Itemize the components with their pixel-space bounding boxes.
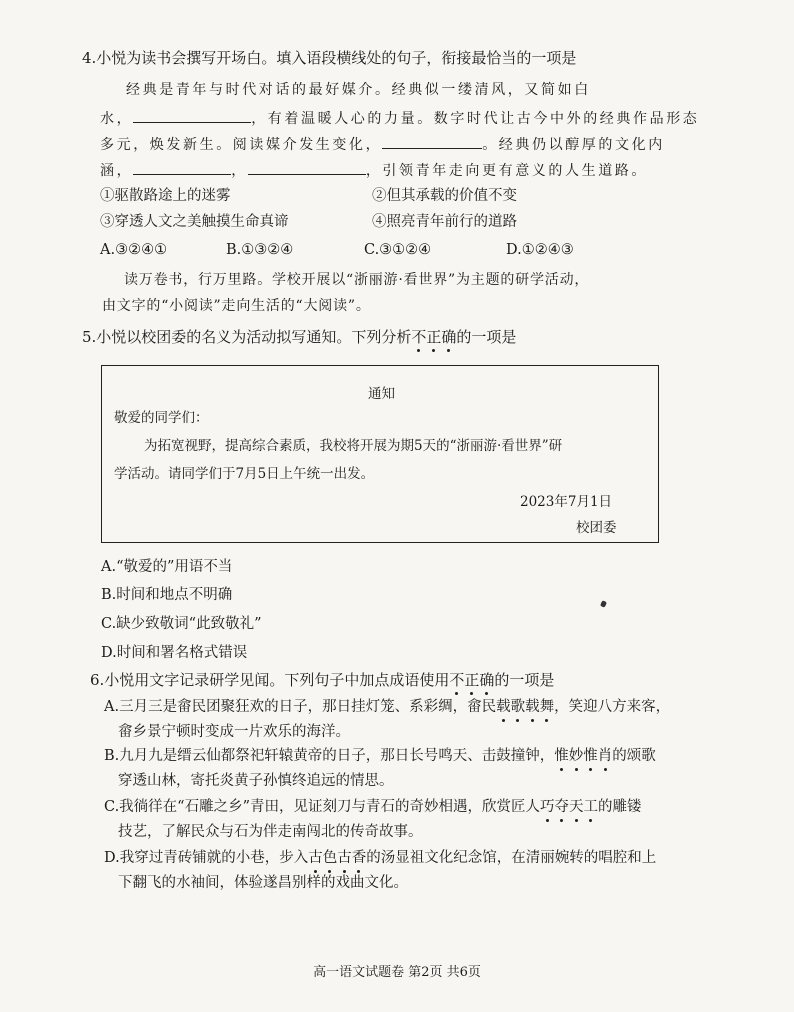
emphasis-char: 惟 [554,748,569,764]
emphasis-mark [449,671,494,689]
q6-choice-b-line-2: 穿透山林，寄托炎黄子孙慎终追远的情思。 [118,773,394,789]
q6-choice-b-line-1[interactable] [104,746,656,766]
emphasis-char: 巧 [540,799,555,815]
option-text: 的汤显祖文化纪念馆，在清丽婉转的唱腔和上 [366,850,657,866]
fill-blank-1[interactable] [133,108,251,123]
stem-text: 6.小悦用文字记录研学见闻。下列句子中加点成语使用 [90,671,450,689]
passage-text: 涵， [100,163,134,179]
q6-choice-c-line-1[interactable] [104,797,642,817]
q5-choice-c[interactable]: C.缺少致敬词“此致敬礼” [101,616,262,632]
q4-item-2: ②但其承载的价值不变 [372,188,517,204]
q4-passage-line-1: 经典是青年与时代对话的最好媒介。经典似一缕清风，又简如白 [126,82,591,98]
notice-signature: 校团委 [576,520,617,536]
stem-text: 的一项是 [494,671,555,689]
fill-blank-3[interactable] [133,160,231,175]
emphasis-char: 古 [337,850,352,866]
emphasis-char: 妙 [568,748,584,764]
emphasis-char: 工 [583,799,599,815]
option-text: A.三月三是畲民团聚狂欢的日子，那日挂灯笼、系彩绸，畲民 [104,699,497,715]
emphasis-char: 肖 [597,748,613,764]
emphasis-mark [411,328,456,346]
q4-choice-b[interactable]: B.①③②④ [226,242,294,258]
option-text: D.我穿过青砖铺就的小巷，步入 [104,850,309,866]
q5-choice-a[interactable]: A.“敬爱的”用语不当 [101,559,233,575]
notice-greeting: 敬爱的同学们： [114,410,209,426]
q4-choice-c[interactable]: C.③①②④ [364,242,432,258]
passage-text: 水， [100,111,134,127]
print-speck [600,600,607,608]
q4-choice-a[interactable]: A.③②④① [100,242,168,258]
option-text: 的颂歌 [612,748,656,764]
notice-body-line-1: 为拓宽视野，提高综合素质，我校将开展为期5天的“浙丽游·看世界”研 [144,438,563,454]
emphasis-char: 载 [525,699,540,715]
q5-choice-b[interactable]: B.时间和地点不明确 [101,587,233,603]
q4-passage-line-4 [100,160,648,181]
q5-stem [82,327,516,347]
q4-passage-line-2 [100,108,699,129]
emphasis-char: 色 [322,850,338,866]
emphasis-char: 歌 [510,699,526,715]
q4-item-4: ④照亮青年前行的道路 [372,214,517,230]
emphasis-char: 确 [479,671,495,689]
q4-passage-line-3 [100,134,665,155]
q5-choice-d[interactable]: D.时间和署名格式错误 [101,645,248,661]
q4-stem: 4.小悦为读书会撰写开场白。填入语段横线处的句子，衔接最恰当的一项是 [82,49,577,67]
passage-text: 多元，焕发新生。阅读媒介发生变化， [100,137,383,153]
stem-text: 5.小悦以校团委的名义为活动拟写通知。下列分析 [82,328,412,346]
fill-blank-4[interactable] [248,160,366,175]
q4-item-1: ①驱散路途上的迷雾 [100,188,231,204]
option-text: ，笑迎八方来客， [554,699,671,715]
q6-choice-a-line-2: 畲乡景宁顿时变成一片欢乐的海洋。 [118,724,350,740]
dotted-idiom [308,850,366,866]
emphasis-char: 正 [464,671,480,689]
q6-choice-d-line-2: 下翻飞的水袖间，体验遂昌别样的戏曲文化。 [118,875,408,891]
emphasis-char: 正 [426,328,442,346]
q6-choice-c-line-2: 技艺，了解民众与石为伴走南闯北的传奇故事。 [118,824,423,840]
emphasis-char: 夺 [554,799,570,815]
option-text: C.我徜徉在“石雕之乡”青田，见证刻刀与青石的奇妙相遇，欣赏匠人 [104,799,541,815]
passage-text: 。经典仍以醇厚的文化内 [482,137,665,153]
q4-item-3: ③穿透人文之美触摸生命真谛 [100,214,289,230]
option-text: 的雕镂 [598,799,642,815]
emphasis-char: 不 [411,328,427,346]
emphasis-char: 香 [351,850,367,866]
notice-date: 2023年7月1日 [520,494,613,510]
q4-choice-d[interactable]: D.①②④③ [506,242,574,258]
option-text: B.九月九是缙云仙都祭祀轩辕黄帝的日子，那日长号鸣天、击鼓撞钟， [104,748,555,764]
emphasis-char: 惟 [583,748,598,764]
q6-choice-a-line-1[interactable] [104,697,670,717]
dotted-idiom [554,748,612,764]
fill-blank-2[interactable] [382,134,482,149]
dotted-idiom [540,799,598,815]
notice-box [101,365,659,543]
passage-text: ，引领青年走向更有意义的人生道路。 [365,163,649,179]
notice-body-line-2: 学活动。请同学们于7月5日上午统一出发。 [114,466,375,482]
page-footer: 高一语文试题卷 第2页 共6页 [313,965,481,980]
emphasis-char: 载 [496,699,511,715]
emphasis-char: 舞 [539,699,555,715]
intro-line-2: 由文字的“小阅读”走向生活的“大阅读”。 [102,298,371,314]
q6-choice-d-line-1[interactable] [104,848,656,868]
dotted-idiom [496,699,554,715]
stem-text: 的一项是 [456,328,517,346]
passage-text: ，有着温暖人心的力量。数字时代让古今中外的经典作品形态 [251,111,700,127]
emphasis-char: 不 [449,671,465,689]
intro-line-1: 读万卷书，行万里路。学校开展以“浙丽游·看世界”为主题的研学活动， [124,272,590,288]
passage-text: ， [231,163,248,179]
emphasis-char: 确 [441,328,457,346]
notice-title: 通知 [368,386,395,402]
q6-stem [90,670,554,690]
emphasis-char: 古 [308,850,323,866]
emphasis-char: 天 [569,799,584,815]
